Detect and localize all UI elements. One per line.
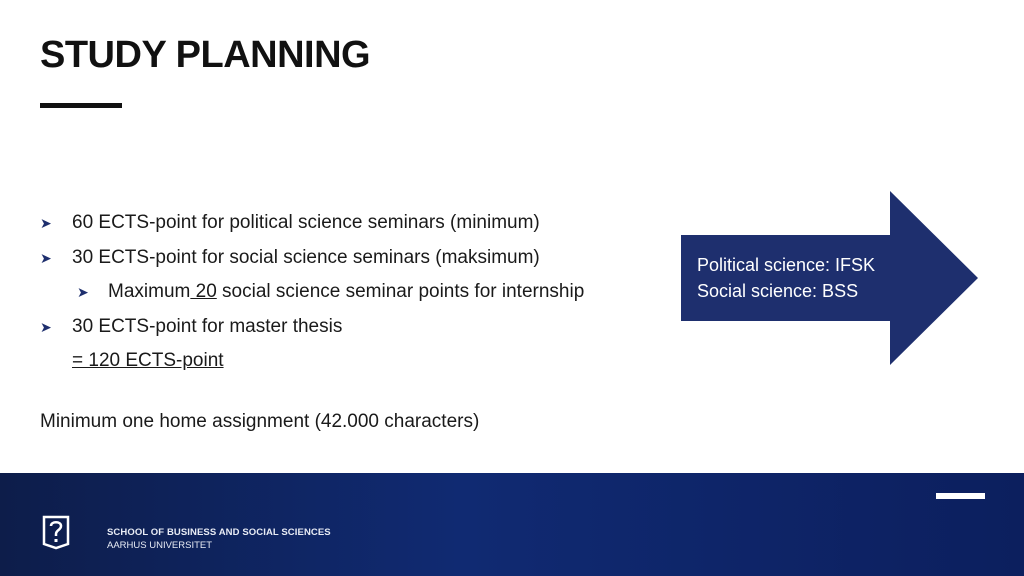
bullet-text: 30 ECTS-point for social science seminars (maksimum) [72,246,540,268]
bullet-text: 30 ECTS-point for master thesis [72,315,343,337]
sub-bullet-suffix: social science seminar points for internship [216,281,585,302]
bullet-text: 60 ECTS-point for political science seminars (minimum) [72,212,540,233]
internship-points-number: 20 [190,281,217,302]
sub-bullet-text [108,275,584,310]
aarhus-university-seal-icon [41,514,71,550]
footer-accent-bar [936,493,985,499]
arrowhead-bullet-icon: ➤ [40,215,52,231]
arrowhead-bullet-icon: ➤ [77,284,89,300]
callout-line-political: Political science: IFSK [697,255,876,275]
slide-title: STUDY PLANNING [40,34,371,76]
home-assignment-note: Minimum one home assignment (42.000 characters) [40,411,480,432]
callout-line-social: Social science: BSS [697,281,859,301]
sub-bullet-prefix: Maximum [108,281,191,302]
footer-university-name: AARHUS UNIVERSITET [107,540,213,551]
footer-band [0,473,1024,576]
arrowhead-bullet-icon: ➤ [40,318,52,335]
footer-school-name: SCHOOL OF BUSINESS AND SOCIAL SCIENCES [107,527,331,538]
callout-text [697,252,875,304]
arrowhead-bullet-icon: ➤ [40,249,52,266]
total-ects: = 120 ECTS-point [72,350,224,371]
title-underline [40,103,122,108]
